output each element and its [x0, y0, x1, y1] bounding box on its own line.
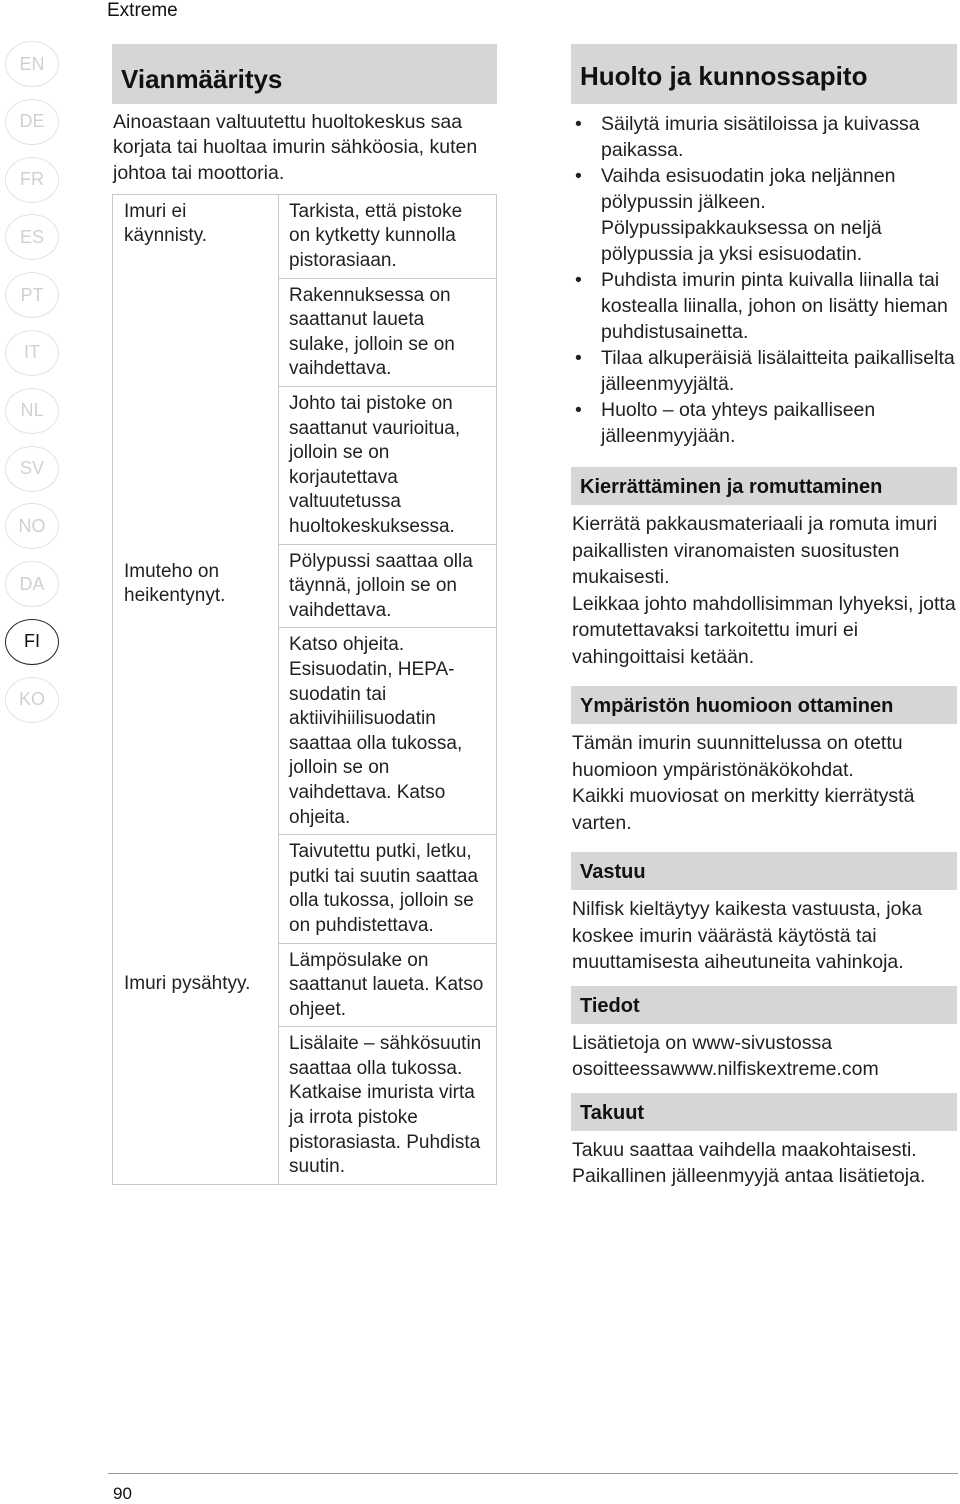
cause-item: Lisälaite – sähkösuutin saattaa olla tukossa. Katkaise imurista virta ja irrota pistoke pistorasiasta. Puhdista suutin. — [289, 1033, 482, 1178]
cause-item: Taivutettu putki, letku, putki tai suutin saattaa olla tukossa, jolloin se on puhdistettava. — [279, 835, 496, 943]
maintenance-bullet: • Huolto – ota yhteys paikalliseen jälleenmyyjään. — [571, 397, 957, 449]
problem-reduced-suction: Imuteho on heikentynyt. — [124, 560, 226, 607]
recycling-text: Kierrätä pakkausmateriaali ja romuta imuri paikallisten viranomaisten suositusten mukaisesti. — [572, 513, 938, 588]
lang-tab-es[interactable]: ES — [5, 214, 59, 260]
info-text: Lisätietoja on www-sivustossa osoitteessawww.nilfiskextreme.com — [572, 1031, 879, 1080]
recycling-text: Leikkaa johto mahdollisimman lyhyeksi, jotta romutettavaksi tarkoitettu imuri ei vahingoittaisi ketään. — [572, 592, 956, 668]
info-title: Tiedot — [571, 986, 957, 1024]
cause-column — [279, 195, 496, 1184]
lang-tab-it[interactable]: IT — [5, 330, 59, 376]
maintenance-bullet: • Tilaa alkuperäisiä lisälaitteita paikalliselta jälleenmyyjältä. — [571, 345, 957, 397]
lang-tab-fr[interactable]: FR — [5, 157, 59, 203]
environment-text: Kaikki muoviosat on merkitty kierrätystä varten. — [572, 785, 915, 834]
recycling-title: Kierrättäminen ja romuttaminen — [571, 467, 957, 505]
environment-title: Ympäristön huomioon ottaminen — [571, 686, 957, 724]
maintenance-title: Huolto ja kunnossapito — [571, 44, 957, 104]
troubleshooting-section — [112, 44, 497, 1185]
problem-not-starting: Imuri ei käynnisty. — [124, 200, 208, 247]
warranty-text: Takuu saattaa vaihdella maakohtaisesti. Paikallinen jälleenmyyjä antaa lisätietoja. — [572, 1138, 926, 1187]
cause-item: Pölypussi saattaa olla täynnä, jolloin se on vaihdettava. — [279, 545, 496, 629]
brand-header: Extreme — [107, 0, 178, 21]
lang-tab-en[interactable]: EN — [5, 41, 59, 87]
maintenance-bullet: • Säilytä imuria sisätiloissa ja kuivassa paikassa. — [571, 111, 957, 163]
warranty-title: Takuut — [571, 1093, 957, 1131]
liability-title: Vastuu — [571, 852, 957, 890]
troubleshooting-intro: Ainoastaan valtuutettu huoltokeskus saa korjata tai huoltaa imurin sähköosia, kuten johtoa tai moottoria. — [113, 111, 478, 184]
lang-tab-fi[interactable]: FI — [5, 619, 59, 665]
lang-tab-no[interactable]: NO — [5, 503, 59, 549]
maintenance-bullet: • Puhdista imurin pinta kuivalla liinalla tai kostealla liinalla, johon on lisätty hieman puhdistusainetta. — [571, 267, 957, 345]
lang-tab-nl[interactable]: NL — [5, 388, 59, 434]
maintenance-column — [571, 44, 957, 1190]
problem-stops: Imuri pysähtyy. — [124, 972, 251, 994]
liability-text: Nilfisk kieltäytyy kaikesta vastuusta, joka koskee imurin väärästä käytöstä tai muuttamisesta aiheutuneita vahinkoja. — [572, 898, 923, 973]
maintenance-list — [571, 111, 957, 449]
maintenance-bullet: • Vaihda esisuodatin joka neljännen pölypussin jälkeen. Pölypussipakkauksessa on neljä pölypussia ja yksi esisuodatin. — [571, 163, 957, 267]
troubleshooting-title: Vianmääritys — [112, 44, 497, 104]
page-number: 90 — [113, 1484, 132, 1503]
lang-tab-sv[interactable]: SV — [5, 446, 59, 492]
lang-tab-de[interactable]: DE — [5, 99, 59, 145]
lang-tab-da[interactable]: DA — [5, 561, 59, 607]
lang-tab-pt[interactable]: PT — [5, 272, 59, 318]
environment-text: Tämän imurin suunnittelussa on otettu huomioon ympäristönäkökohdat. — [572, 732, 903, 781]
lang-tab-ko[interactable]: KO — [5, 677, 59, 723]
language-tabs — [5, 41, 63, 735]
cause-item: Katso ohjeita. Esisuodatin, HEPA-suodatin tai aktiivihiilisuodatin saattaa olla tukossa, jolloin se on vaihdettava. Katso ohjeita. — [279, 628, 496, 835]
footer-divider — [108, 1473, 958, 1474]
cause-item: Tarkista, että pistoke on kytketty kunnolla pistorasiaan. — [279, 195, 496, 279]
cause-item: Johto tai pistoke on saattanut vaurioitua, jolloin se on korjautettava valtuutetussa huoltokeskuksessa. — [279, 387, 496, 545]
troubleshooting-table — [112, 194, 497, 1185]
cause-item: Rakennuksessa on saattanut laueta sulake, jolloin se on vaihdettava. — [279, 279, 496, 387]
problem-column — [113, 195, 279, 1184]
cause-item: Lämpösulake on saattanut laueta. Katso ohjeet. — [279, 944, 496, 1028]
